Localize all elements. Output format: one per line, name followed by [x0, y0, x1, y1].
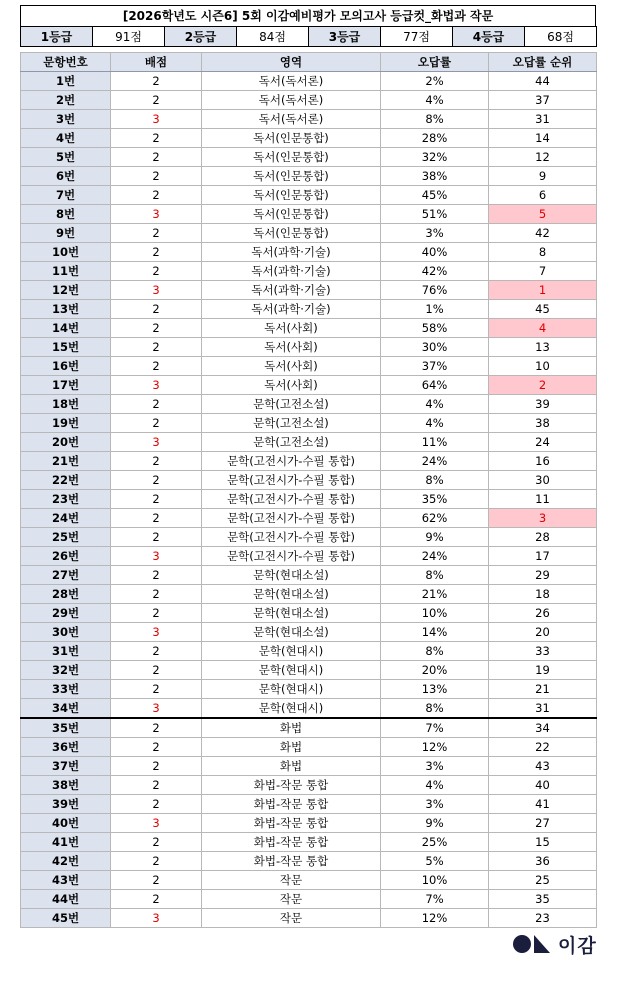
points: 2: [111, 262, 202, 281]
area: 독서(독서론): [202, 91, 381, 110]
question-number: 27번: [21, 566, 111, 585]
question-number: 21번: [21, 452, 111, 471]
error-rank: 31: [489, 699, 597, 719]
area: 독서(사회): [202, 319, 381, 338]
table-row: [21, 490, 597, 509]
error-rank: 33: [489, 642, 597, 661]
grade-label: 2등급: [165, 27, 237, 47]
error-rate: 12%: [381, 909, 489, 928]
points: 2: [111, 661, 202, 680]
points: 2: [111, 566, 202, 585]
points: 2: [111, 757, 202, 776]
area: 작문: [202, 871, 381, 890]
error-rate: 32%: [381, 148, 489, 167]
error-rate: 20%: [381, 661, 489, 680]
points: 2: [111, 148, 202, 167]
question-number: 6번: [21, 167, 111, 186]
question-number: 35번: [21, 718, 111, 738]
area: 문학(현대소설): [202, 623, 381, 642]
table-row: [21, 509, 597, 528]
grade-label: 4등급: [453, 27, 525, 47]
table-row: [21, 338, 597, 357]
title-box: [20, 5, 596, 27]
table-row: [21, 357, 597, 376]
table-row: [21, 452, 597, 471]
area: 독서(인문통합): [202, 224, 381, 243]
area: 문학(고전시가-수필 통합): [202, 528, 381, 547]
error-rate: 8%: [381, 699, 489, 719]
error-rank: 2: [489, 376, 597, 395]
error-rate: 38%: [381, 167, 489, 186]
points: 2: [111, 338, 202, 357]
table-row: [21, 871, 597, 890]
error-rate: 9%: [381, 814, 489, 833]
points: 2: [111, 395, 202, 414]
error-rank: 41: [489, 795, 597, 814]
points: 2: [111, 91, 202, 110]
area: 작문: [202, 909, 381, 928]
area: 문학(현대시): [202, 680, 381, 699]
question-number: 26번: [21, 547, 111, 566]
question-number: 45번: [21, 909, 111, 928]
error-rate: 3%: [381, 224, 489, 243]
question-number: 36번: [21, 738, 111, 757]
area: 문학(고전시가-수필 통합): [202, 490, 381, 509]
area: 화법-작문 통합: [202, 833, 381, 852]
question-number: 19번: [21, 414, 111, 433]
error-rank: 10: [489, 357, 597, 376]
question-number: 41번: [21, 833, 111, 852]
question-number: 42번: [21, 852, 111, 871]
error-rate: 8%: [381, 642, 489, 661]
table-row: [21, 224, 597, 243]
points: 2: [111, 642, 202, 661]
points: 3: [111, 433, 202, 452]
question-number: 16번: [21, 357, 111, 376]
points: 2: [111, 738, 202, 757]
points: 2: [111, 509, 202, 528]
error-rank: 42: [489, 224, 597, 243]
points: 3: [111, 909, 202, 928]
table-row: [21, 129, 597, 148]
area: 문학(현대시): [202, 661, 381, 680]
question-stats-table: [20, 52, 597, 928]
question-number: 34번: [21, 699, 111, 719]
table-row: [21, 814, 597, 833]
points: 2: [111, 852, 202, 871]
area: 독서(사회): [202, 357, 381, 376]
error-rank: 39: [489, 395, 597, 414]
question-number: 43번: [21, 871, 111, 890]
logo-text: 이감: [558, 934, 597, 957]
area: 문학(고전소설): [202, 414, 381, 433]
error-rate: 58%: [381, 319, 489, 338]
question-number: 13번: [21, 300, 111, 319]
error-rank: 12: [489, 148, 597, 167]
error-rate: 3%: [381, 795, 489, 814]
question-number: 7번: [21, 186, 111, 205]
area: 독서(독서론): [202, 110, 381, 129]
error-rate: 42%: [381, 262, 489, 281]
error-rank: 5: [489, 205, 597, 224]
points: 3: [111, 376, 202, 395]
points: 2: [111, 224, 202, 243]
error-rate: 12%: [381, 738, 489, 757]
error-rank: 25: [489, 871, 597, 890]
error-rank: 38: [489, 414, 597, 433]
points: 2: [111, 490, 202, 509]
col-header-error-rank: 오답률 순위: [489, 53, 597, 72]
question-number: 25번: [21, 528, 111, 547]
points: 2: [111, 414, 202, 433]
error-rank: 28: [489, 528, 597, 547]
question-number: 38번: [21, 776, 111, 795]
error-rate: 35%: [381, 490, 489, 509]
error-rank: 20: [489, 623, 597, 642]
error-rank: 1: [489, 281, 597, 300]
table-row: [21, 738, 597, 757]
question-number: 18번: [21, 395, 111, 414]
question-number: 4번: [21, 129, 111, 148]
error-rate: 4%: [381, 414, 489, 433]
error-rank: 17: [489, 547, 597, 566]
error-rank: 6: [489, 186, 597, 205]
area: 문학(고전시가-수필 통합): [202, 452, 381, 471]
area: 독서(사회): [202, 338, 381, 357]
table-header-row: [21, 53, 597, 72]
area: 독서(독서론): [202, 72, 381, 91]
error-rate: 24%: [381, 452, 489, 471]
question-number: 32번: [21, 661, 111, 680]
area: 독서(과학·기술): [202, 281, 381, 300]
area: 독서(인문통합): [202, 148, 381, 167]
area: 독서(과학·기술): [202, 243, 381, 262]
area: 문학(현대소설): [202, 604, 381, 623]
error-rank: 3: [489, 509, 597, 528]
points: 3: [111, 281, 202, 300]
points: 3: [111, 814, 202, 833]
error-rank: 22: [489, 738, 597, 757]
area: 화법-작문 통합: [202, 776, 381, 795]
error-rate: 4%: [381, 395, 489, 414]
points: 2: [111, 680, 202, 699]
error-rate: 5%: [381, 852, 489, 871]
error-rate: 10%: [381, 604, 489, 623]
error-rate: 4%: [381, 776, 489, 795]
question-number: 5번: [21, 148, 111, 167]
area: 화법: [202, 738, 381, 757]
question-number: 44번: [21, 890, 111, 909]
question-number: 30번: [21, 623, 111, 642]
page-title: [2026학년도 시즌6] 5회 이감예비평가 모의고사 등급컷_화법과 작문: [21, 6, 595, 27]
table-row: [21, 319, 597, 338]
table-row: [21, 795, 597, 814]
error-rate: 40%: [381, 243, 489, 262]
col-header-area: 영역: [202, 53, 381, 72]
error-rank: 26: [489, 604, 597, 623]
error-rate: 7%: [381, 890, 489, 909]
question-number: 28번: [21, 585, 111, 604]
table-row: [21, 566, 597, 585]
table-row: [21, 528, 597, 547]
error-rank: 11: [489, 490, 597, 509]
grade-score: 91점: [93, 27, 165, 47]
table-row: [21, 300, 597, 319]
table-row: [21, 262, 597, 281]
error-rank: 37: [489, 91, 597, 110]
error-rank: 45: [489, 300, 597, 319]
error-rate: 76%: [381, 281, 489, 300]
error-rate: 7%: [381, 718, 489, 738]
table-row: [21, 718, 597, 738]
logo-mark-icon: [512, 933, 552, 955]
error-rank: 40: [489, 776, 597, 795]
error-rank: 4: [489, 319, 597, 338]
question-number: 31번: [21, 642, 111, 661]
error-rate: 37%: [381, 357, 489, 376]
points: 2: [111, 795, 202, 814]
error-rank: 13: [489, 338, 597, 357]
table-row: [21, 414, 597, 433]
points: 3: [111, 110, 202, 129]
grade-score: 68점: [525, 27, 597, 47]
grade-label: 1등급: [21, 27, 93, 47]
table-row: [21, 281, 597, 300]
points: 2: [111, 718, 202, 738]
question-number: 20번: [21, 433, 111, 452]
error-rate: 2%: [381, 72, 489, 91]
question-number: 15번: [21, 338, 111, 357]
error-rate: 4%: [381, 91, 489, 110]
table-row: [21, 699, 597, 719]
table-row: [21, 909, 597, 928]
table-row: [21, 376, 597, 395]
table-row: [21, 852, 597, 871]
points: 2: [111, 585, 202, 604]
points: 3: [111, 547, 202, 566]
table-row: [21, 833, 597, 852]
error-rate: 28%: [381, 129, 489, 148]
error-rank: 31: [489, 110, 597, 129]
error-rate: 25%: [381, 833, 489, 852]
error-rate: 51%: [381, 205, 489, 224]
area: 화법: [202, 718, 381, 738]
col-header-number: 문항번호: [21, 53, 111, 72]
col-header-points: 배점: [111, 53, 202, 72]
table-row: [21, 148, 597, 167]
error-rank: 36: [489, 852, 597, 871]
error-rank: 18: [489, 585, 597, 604]
table-row: [21, 623, 597, 642]
area: 화법-작문 통합: [202, 795, 381, 814]
grade-label: 3등급: [309, 27, 381, 47]
error-rank: 9: [489, 167, 597, 186]
question-number: 14번: [21, 319, 111, 338]
area: 화법-작문 통합: [202, 852, 381, 871]
error-rank: 35: [489, 890, 597, 909]
question-number: 39번: [21, 795, 111, 814]
question-number: 17번: [21, 376, 111, 395]
points: 2: [111, 776, 202, 795]
points: 2: [111, 890, 202, 909]
question-number: 22번: [21, 471, 111, 490]
table-row: [21, 167, 597, 186]
question-number: 1번: [21, 72, 111, 91]
error-rate: 1%: [381, 300, 489, 319]
table-row: [21, 91, 597, 110]
grade-score: 77점: [381, 27, 453, 47]
error-rate: 62%: [381, 509, 489, 528]
error-rank: 29: [489, 566, 597, 585]
question-number: 3번: [21, 110, 111, 129]
error-rate: 8%: [381, 471, 489, 490]
area: 문학(현대소설): [202, 585, 381, 604]
table-row: [21, 243, 597, 262]
table-row: [21, 395, 597, 414]
area: 화법-작문 통합: [202, 814, 381, 833]
error-rank: 44: [489, 72, 597, 91]
table-row: [21, 642, 597, 661]
error-rank: 16: [489, 452, 597, 471]
igam-logo: [512, 932, 597, 956]
error-rate: 8%: [381, 566, 489, 585]
question-number: 8번: [21, 205, 111, 224]
points: 3: [111, 699, 202, 719]
grade-cut-table: [20, 26, 597, 47]
table-row: [21, 661, 597, 680]
error-rank: 7: [489, 262, 597, 281]
points: 2: [111, 129, 202, 148]
points: 2: [111, 186, 202, 205]
area: 독서(인문통합): [202, 129, 381, 148]
error-rank: 8: [489, 243, 597, 262]
points: 3: [111, 205, 202, 224]
points: 2: [111, 167, 202, 186]
points: 2: [111, 319, 202, 338]
table-row: [21, 110, 597, 129]
error-rate: 30%: [381, 338, 489, 357]
table-row: [21, 205, 597, 224]
question-number: 10번: [21, 243, 111, 262]
area: 문학(고전시가-수필 통합): [202, 471, 381, 490]
error-rank: 15: [489, 833, 597, 852]
table-row: [21, 547, 597, 566]
area: 문학(고전소설): [202, 395, 381, 414]
error-rank: 30: [489, 471, 597, 490]
table-row: [21, 471, 597, 490]
error-rank: 14: [489, 129, 597, 148]
error-rate: 21%: [381, 585, 489, 604]
col-header-error-rate: 오답률: [381, 53, 489, 72]
error-rate: 3%: [381, 757, 489, 776]
error-rate: 11%: [381, 433, 489, 452]
points: 2: [111, 528, 202, 547]
points: 2: [111, 833, 202, 852]
area: 독서(인문통합): [202, 205, 381, 224]
error-rank: 19: [489, 661, 597, 680]
error-rate: 10%: [381, 871, 489, 890]
table-row: [21, 585, 597, 604]
question-number: 12번: [21, 281, 111, 300]
error-rate: 14%: [381, 623, 489, 642]
question-number: 11번: [21, 262, 111, 281]
area: 문학(현대소설): [202, 566, 381, 585]
question-number: 33번: [21, 680, 111, 699]
error-rank: 23: [489, 909, 597, 928]
points: 2: [111, 871, 202, 890]
error-rank: 21: [489, 680, 597, 699]
points: 3: [111, 623, 202, 642]
error-rate: 8%: [381, 110, 489, 129]
table-row: [21, 757, 597, 776]
area: 독서(사회): [202, 376, 381, 395]
area: 독서(과학·기술): [202, 300, 381, 319]
area: 문학(현대시): [202, 699, 381, 719]
area: 독서(과학·기술): [202, 262, 381, 281]
error-rate: 64%: [381, 376, 489, 395]
table-row: [21, 186, 597, 205]
table-row: [21, 72, 597, 91]
question-number: 40번: [21, 814, 111, 833]
area: 작문: [202, 890, 381, 909]
points: 2: [111, 243, 202, 262]
error-rank: 43: [489, 757, 597, 776]
table-row: [21, 433, 597, 452]
table-row: [21, 890, 597, 909]
question-number: 2번: [21, 91, 111, 110]
error-rate: 13%: [381, 680, 489, 699]
error-rate: 24%: [381, 547, 489, 566]
area: 독서(인문통합): [202, 167, 381, 186]
points: 2: [111, 452, 202, 471]
area: 문학(고전시가-수필 통합): [202, 509, 381, 528]
points: 2: [111, 604, 202, 623]
table-row: [21, 680, 597, 699]
question-number: 37번: [21, 757, 111, 776]
points: 2: [111, 471, 202, 490]
area: 화법: [202, 757, 381, 776]
question-number: 29번: [21, 604, 111, 623]
error-rate: 9%: [381, 528, 489, 547]
points: 2: [111, 72, 202, 91]
error-rank: 24: [489, 433, 597, 452]
area: 문학(고전소설): [202, 433, 381, 452]
area: 문학(고전시가-수필 통합): [202, 547, 381, 566]
question-number: 24번: [21, 509, 111, 528]
question-number: 9번: [21, 224, 111, 243]
error-rank: 34: [489, 718, 597, 738]
question-number: 23번: [21, 490, 111, 509]
points: 2: [111, 300, 202, 319]
area: 독서(인문통합): [202, 186, 381, 205]
table-row: [21, 776, 597, 795]
table-row: [21, 604, 597, 623]
area: 문학(현대시): [202, 642, 381, 661]
grade-score: 84점: [237, 27, 309, 47]
error-rank: 27: [489, 814, 597, 833]
error-rate: 45%: [381, 186, 489, 205]
points: 2: [111, 357, 202, 376]
